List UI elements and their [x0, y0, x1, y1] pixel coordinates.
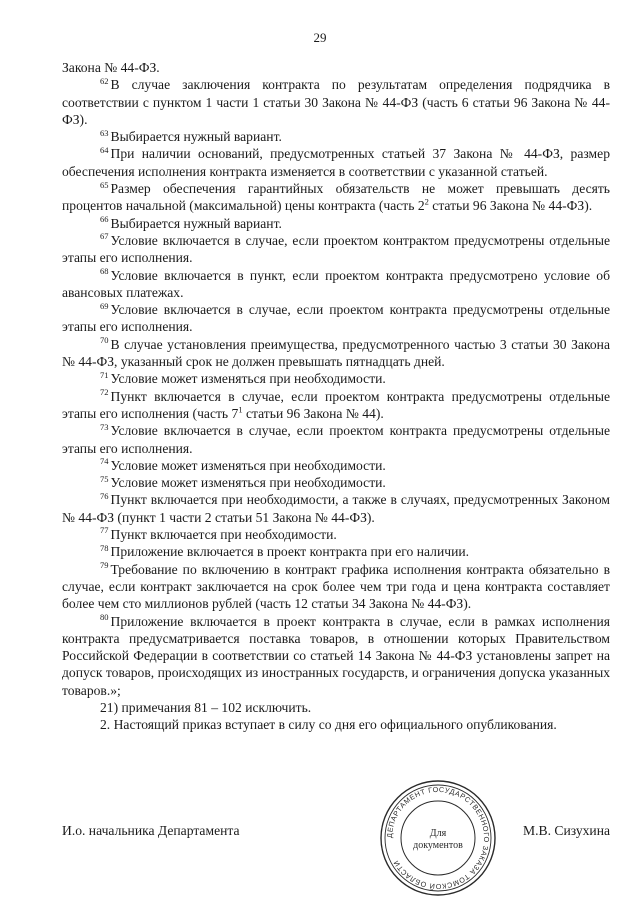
footnote-number: 72 [100, 387, 109, 398]
paragraph [62, 543, 610, 560]
paragraph [62, 716, 610, 733]
paragraph-text: Условие может изменяться при необходимости. [110, 475, 386, 491]
paragraph [62, 215, 610, 232]
footnote-number: 79 [100, 560, 109, 571]
footnote-number: 76 [100, 490, 109, 501]
paragraph-text: Выбирается нужный вариант. [110, 215, 282, 231]
page-number: 29 [313, 30, 327, 45]
footnote-number: 78 [100, 542, 109, 553]
paragraph-text: Условие может изменяться при необходимости. [110, 371, 386, 387]
paragraph-text: Условие включается в пункт, если проектом контракта предусмотрено условие об авансовых платежах. [62, 267, 610, 300]
paragraph-text: Приложение включается в проект контракта в случае, если в рамках исполнения контракта предусматривается поставка товаров, в отношении которых Правительством Российской Федерации в соответствии со статьей 14 Закона № 44-ФЗ установлены запрет на допуск товаров, происходящих из иностранных государств, и ограничения допуска указанных товаров.»; [62, 613, 610, 698]
footnote-number: 77 [100, 525, 109, 536]
stamp-ring-text: ДЕПАРТАМЕНТ ГОСУДАРСТВЕННОГО ЗАКАЗА ТОМСКОЙ ОБЛАСТИ [384, 784, 492, 892]
paragraph-text: Размер обеспечения гарантийных обязательств не может превышать десять процентов начальной (максимальной) цены контракта (часть 2 [62, 181, 610, 214]
footnote-number: 68 [100, 266, 109, 277]
paragraph [62, 301, 610, 336]
paragraph-text: Условие включается в случае, если проектом контракта предусмотрены отдельные этапы его исполнения. [62, 302, 610, 335]
stamp-center-line1: Для [429, 828, 447, 839]
footnote-number: 75 [100, 473, 109, 484]
stamp-center-line2: документов [413, 840, 463, 851]
paragraph [62, 457, 610, 474]
signatory-position: И.о. начальника Департамента [62, 823, 240, 838]
paragraph [62, 145, 610, 180]
paragraph-text: Закона № 44-ФЗ. [62, 60, 160, 75]
stamp-seal-icon [378, 778, 498, 898]
paragraph [62, 76, 610, 128]
footnote-number: 69 [100, 300, 109, 311]
paragraph-text: Требование по включению в контракт графика исполнения контракта обязательно в случае, если контракт заключается на срок более чем три года и цена контракта составляет более чем сто миллионов рублей (часть 12 статьи 34 Закона № 44-ФЗ). [62, 561, 610, 612]
footnote-number: 66 [100, 214, 109, 225]
superscript: 1 [238, 404, 243, 415]
paragraph-text: Условие может изменяться при необходимости. [110, 457, 386, 473]
paragraph-text-continued: статьи 96 Закона № 44). [242, 405, 384, 421]
paragraph-text: Приложение включается в проект контракта при его наличии. [110, 544, 470, 560]
paragraph-text: При наличии оснований, предусмотренных статьей 37 Закона № 44-ФЗ, размер обеспечения исполнения контракта изменяется в соответствии с указанной статьей. [62, 146, 610, 179]
paragraph [62, 336, 610, 371]
paragraph-text: Выбирается нужный вариант. [110, 129, 282, 145]
document-body [62, 59, 610, 734]
footnote-number: 67 [100, 231, 109, 242]
footnote-number: 74 [100, 456, 109, 467]
paragraph [62, 180, 610, 215]
paragraph-text: 2. Настоящий приказ вступает в силу со дня его официального опубликования. [100, 717, 557, 733]
footnote-number: 71 [100, 369, 109, 380]
footnote-number: 65 [100, 179, 109, 190]
paragraph [62, 388, 610, 423]
paragraph-text: 21) примечания 81 – 102 исключить. [100, 699, 312, 715]
footnote-number: 70 [100, 335, 109, 346]
paragraph [62, 267, 610, 302]
paragraph-text: Условие включается в случае, если проектом контрактом предусмотрены отдельные этапы его исполнения. [62, 232, 610, 266]
paragraph-text: В случае заключения контракта по результатам определения подрядчика в соответствии с пунктом 1 части 1 статьи 30 Закона № 44-ФЗ (часть 6 статьи 96 Закона № 44-ФЗ). [62, 77, 610, 127]
paragraph [62, 561, 610, 613]
paragraph [62, 613, 610, 699]
superscript: 2 [424, 196, 429, 207]
footnote-number: 64 [100, 144, 109, 155]
signatory-name: М.В. Сизухина [523, 823, 610, 838]
paragraph-text: Условие включается в случае, если проектом контракта предусмотрены отдельные этапы его исполнения. [62, 423, 610, 456]
paragraph-text: Пункт включается в случае, если проектом контракта предусмотрены отдельные этапы его исполнения (часть 7 [62, 388, 610, 421]
paragraph [62, 526, 610, 543]
paragraph [62, 232, 610, 267]
paragraph [62, 699, 610, 716]
footnote-number: 73 [100, 421, 109, 432]
paragraph [62, 59, 610, 76]
paragraph-text: Пункт включается при необходимости, а также в случаях, предусмотренных Законом № 44-ФЗ (пункт 1 части 2 статьи 51 Закона № 44-ФЗ). [62, 492, 610, 525]
paragraph [62, 474, 610, 491]
paragraph [62, 370, 610, 387]
paragraph-text: В случае установления преимущества, предусмотренного частью 3 статьи 30 Закона № 44-ФЗ, указанный срок не должен превышать пятнадцать дней. [62, 336, 610, 370]
official-stamp [378, 778, 498, 898]
footnote-number: 63 [100, 127, 109, 138]
paragraph-text: Пункт включается при необходимости. [110, 527, 337, 543]
paragraph [62, 422, 610, 457]
paragraph [62, 491, 610, 526]
footnote-number: 80 [100, 611, 109, 622]
footnote-number: 62 [100, 75, 109, 86]
paragraph-text-continued: статьи 96 Закона № 44-ФЗ). [428, 198, 593, 214]
paragraph [62, 128, 610, 145]
